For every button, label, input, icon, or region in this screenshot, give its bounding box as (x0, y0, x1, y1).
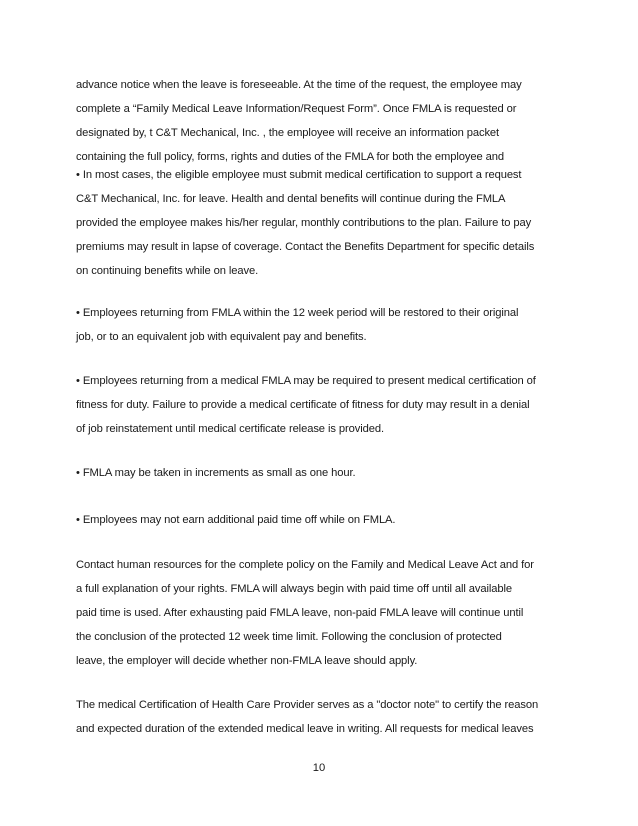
text-line: of job reinstatement until medical certificate release is provided. (76, 423, 384, 435)
text-line: C&T Mechanical, Inc. for leave. Health and dental benefits will continue during the FMLA (76, 193, 506, 205)
text-line: Contact human resources for the complete policy on the Family and Medical Leave Act and for (76, 559, 534, 571)
text-line: complete a “Family Medical Leave Information/Request Form”. Once FMLA is requested or (76, 103, 517, 115)
text-line: designated by, t C&T Mechanical, Inc. , the employee will receive an information packet (76, 127, 500, 139)
bullet-item: • Employees may not earn additional paid time off while on FMLA. (76, 514, 396, 526)
text-line: advance notice when the leave is foreseeable. At the time of the request, the employee may (76, 79, 522, 91)
bullet-item: • FMLA may be taken in increments as small as one hour. (76, 467, 356, 479)
text-line: fitness for duty. Failure to provide a medical certificate of fitness for duty may result in a denial (76, 399, 530, 411)
text-line: and expected duration of the extended medical leave in writing. All requests for medical leaves (76, 723, 534, 735)
text-line: leave, the employer will decide whether non-FMLA leave should apply. (76, 655, 418, 667)
text-line: paid time is used. After exhausting paid FMLA leave, non-paid FMLA leave will continue until (76, 607, 524, 619)
bullet-item: • Employees returning from a medical FMLA may be required to present medical certification of (76, 375, 536, 387)
bullet-item: • In most cases, the eligible employee must submit medical certification to support a request (76, 169, 522, 181)
text-line: a full explanation of your rights. FMLA will always begin with paid time off until all available (76, 583, 513, 595)
text-line: the conclusion of the protected 12 week time limit. Following the conclusion of protected (76, 631, 502, 643)
page-number: 10 (312, 762, 326, 774)
text-line: provided the employee makes his/her regular, monthly contributions to the plan. Failure to pay (76, 217, 532, 229)
text-line: on continuing benefits while on leave. (76, 265, 259, 277)
text-line: containing the full policy, forms, rights and duties of the FMLA for both the employee and (76, 151, 504, 163)
text-line: job, or to an equivalent job with equivalent pay and benefits. (76, 331, 367, 343)
text-line: premiums may result in lapse of coverage. Contact the Benefits Department for specific details (76, 241, 535, 253)
bullet-item: • Employees returning from FMLA within the 12 week period will be restored to their original (76, 307, 519, 319)
text-line: The medical Certification of Health Care Provider serves as a "doctor note" to certify the reason (76, 699, 539, 711)
